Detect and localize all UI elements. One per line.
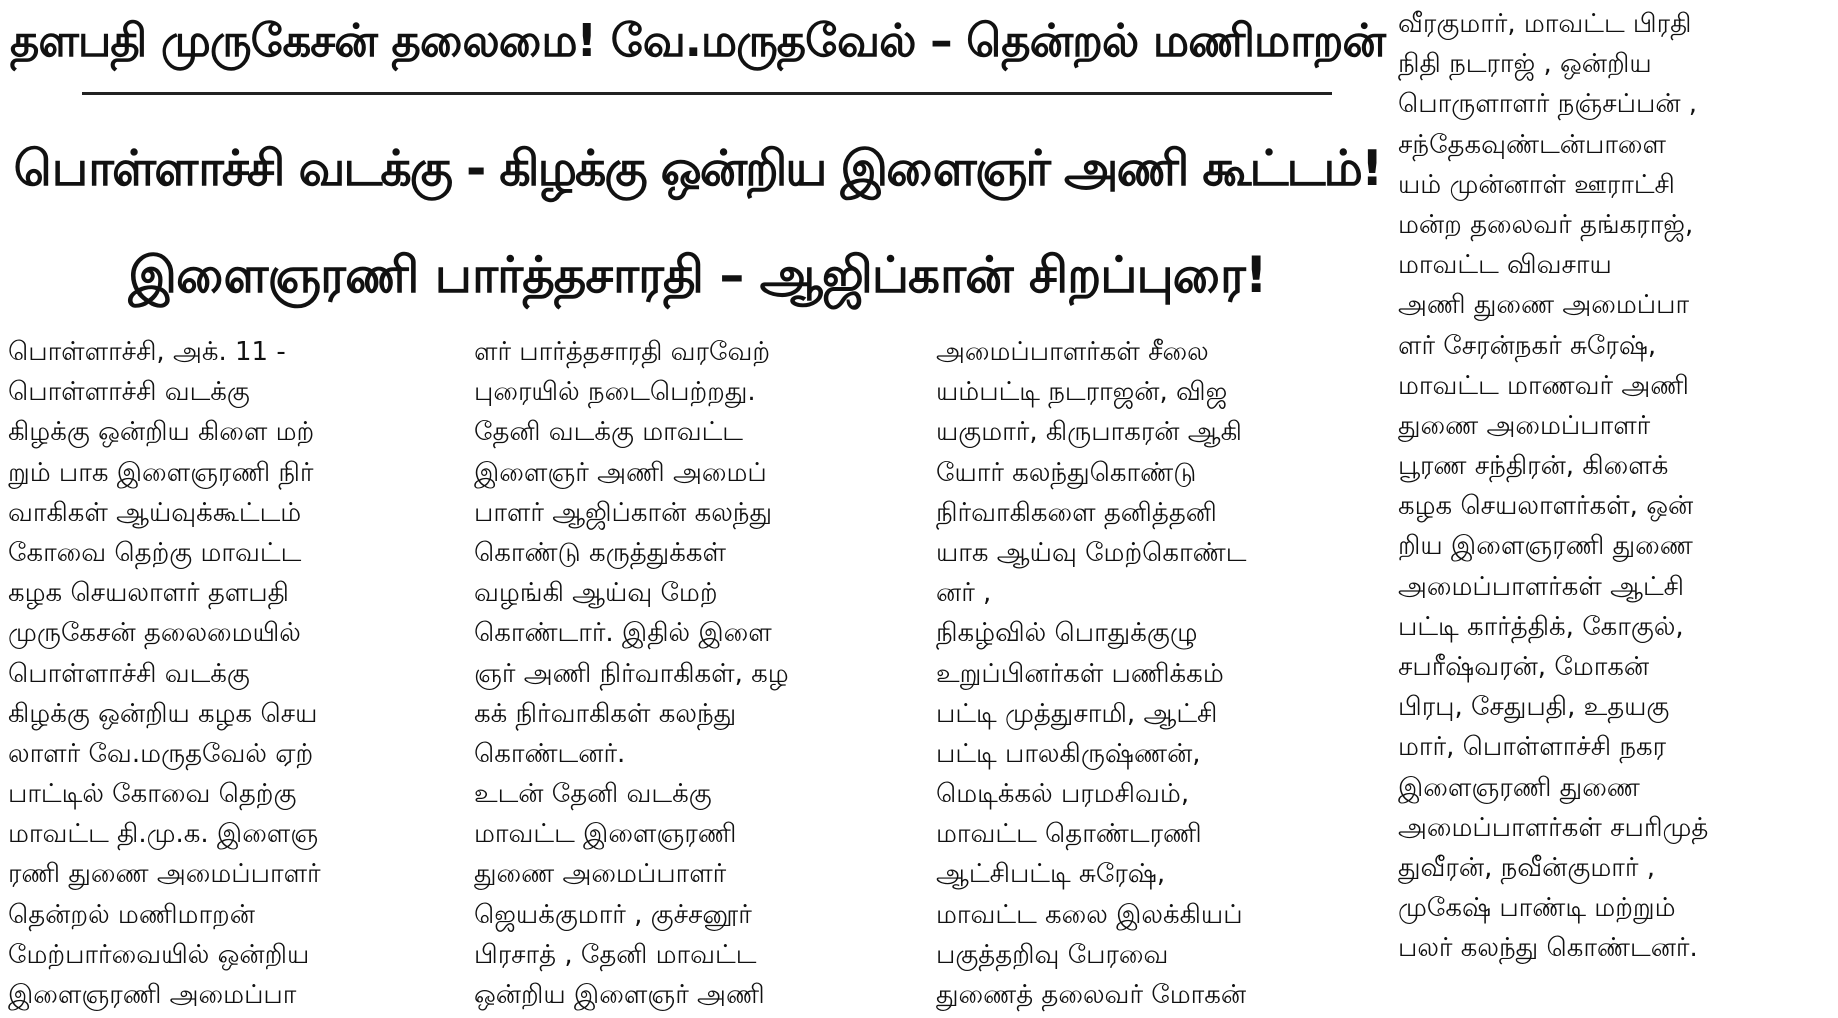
article-text-line: மெடிக்கல் பரமசிவம்,: [936, 779, 1190, 810]
article-text-line: துவீரன், நவீன்குமார் ,: [1398, 852, 1655, 883]
article-text-line: மாவட்ட தி.மு.க. இளைஞ: [8, 819, 319, 850]
article-text-line: யம்பட்டி நடராஜன், விஜ: [936, 377, 1228, 408]
article-text-line: பலர் கலந்து கொண்டனர்.: [1398, 933, 1698, 964]
article-text-line: பட்டி பாலகிருஷ்ணன்,: [936, 738, 1201, 769]
article-text-line: கக் நிர்வாகிகள் கலந்து: [474, 698, 737, 729]
article-text-line: ஒன்றிய இளைஞர் அணி: [474, 980, 765, 1010]
article-text-line: யம் முன்னாள் ஊராட்சி: [1398, 169, 1675, 200]
article-text-line: வாகிகள் ஆய்வுக்கூட்டம்: [8, 497, 302, 528]
article-text-line: கழக செயலாளர் தளபதி: [8, 578, 289, 609]
article-text-line: மன்ற தலைவர் தங்கராஜ்,: [1398, 209, 1694, 240]
article-text-line: ளர் சேரன்நகர் சுரேஷ்,: [1398, 330, 1657, 361]
article-text-line: கொண்டார். இதில் இளை: [474, 618, 772, 649]
article-text-line: மாவட்ட தொண்டரணி: [936, 819, 1202, 850]
article-text-line: நிர்வாகிகளை தனித்தனி: [936, 497, 1217, 528]
article-text-line: வீரகுமார், மாவட்ட பிரதி: [1398, 9, 1692, 39]
article-text-line: றும் பாக இளைஞரணி நிர்: [8, 457, 314, 488]
article-text-line: பட்டி கார்த்திக், கோகுல்,: [1398, 611, 1684, 642]
article-column-1: [8, 332, 446, 1015]
article-text-line: கழக செயலாளர்கள், ஒன்: [1398, 491, 1694, 522]
article-text-line: ஜெயக்குமார் , குச்சனூர்: [474, 899, 752, 930]
article-text-line: உறுப்பினர்கள் பணிக்கம்: [936, 658, 1224, 689]
article-text-line: அமைப்பாளர்கள் ஆட்சி: [1398, 571, 1685, 602]
article-text-line: பிரசாத் , தேனி மாவட்ட: [474, 939, 757, 970]
article-column-2: [474, 332, 912, 1015]
article-text-line: மாவட்ட மாணவர் அணி: [1398, 370, 1689, 401]
article-text-line: துணைத் தலைவர் மோகன்: [936, 980, 1247, 1010]
article-text-line: யகுமார், கிருபாகரன் ஆகி: [936, 417, 1242, 448]
article-text-line: பாளர் ஆஜிப்கான் கலந்து: [474, 497, 773, 528]
article-text-line: மாவட்ட இளைஞரணி: [474, 819, 737, 850]
article-text-line: துணை அமைப்பாளர்: [1398, 410, 1651, 441]
article-column-4: [1398, 4, 1834, 969]
article-text-line: நிகழ்வில் பொதுக்குழு: [936, 618, 1198, 649]
article-text-line: மார், பொள்ளாச்சி நகர: [1398, 732, 1667, 763]
article-text-line: பிரபு, சேதுபதி, உதயகு: [1398, 692, 1670, 723]
article-text-line: சந்தேகவுண்டன்பாளை: [1398, 129, 1666, 160]
article-text-line: மேற்பார்வையில் ஒன்றிய: [8, 939, 310, 970]
article-text-line: ஞர் அணி நிர்வாகிகள், கழ: [474, 658, 789, 689]
article-text-line: அணி துணை அமைப்பா: [1398, 290, 1690, 321]
article-text-line: யோர் கலந்துகொண்டு: [936, 457, 1197, 488]
article-text-line: னர் ,: [936, 578, 992, 609]
article-text-line: தென்றல் மணிமாறன்: [8, 899, 255, 930]
article-text-line: பட்டி முத்துசாமி, ஆட்சி: [936, 698, 1218, 729]
article-text-line: அமைப்பாளர்கள் சீலை: [936, 337, 1209, 367]
main-headline: பொள்ளாச்சி வடக்கு - கிழக்கு ஒன்றிய இளைஞர் அணி கூட்டம்!: [13, 140, 1382, 197]
article-text-line: கொண்டு கருத்துக்கள்: [474, 537, 726, 568]
article-text-line: தேனி வடக்கு மாவட்ட: [474, 417, 743, 448]
headline-block: [0, 0, 1395, 332]
article-text-line: முகேஷ் பாண்டி மற்றும்: [1398, 893, 1676, 924]
article-text-line: மாவட்ட விவசாய: [1398, 250, 1612, 281]
article-text-line: ரணி துணை அமைப்பாளர்: [8, 859, 321, 890]
article-text-line: புரையில் நடைபெற்றது.: [474, 377, 756, 408]
article-text-line: கிழக்கு ஒன்றிய கிளை மற்: [8, 417, 315, 448]
article-text-line: சபரீஷ்வரன், மோகன்: [1398, 652, 1650, 682]
article-text-line: உடன் தேனி வடக்கு: [474, 779, 712, 810]
article-text-line: பொருளாளர் நஞ்சப்பன் ,: [1398, 89, 1698, 120]
article-text-line: மாவட்ட கலை இலக்கியப்: [936, 899, 1243, 930]
article-text-line: இளைஞரணி துணை: [1398, 772, 1640, 803]
kicker-headline: தளபதி முருகேசன் தலைமை! வே.மருதவேல் – தென்றல் மணிமாறன்: [9, 14, 1386, 67]
article-text-line: பூரண சந்திரன், கிளைக்: [1398, 451, 1669, 482]
article-text-line: முருகேசன் தலைமையில்: [8, 618, 301, 649]
article-text-line: கிழக்கு ஒன்றிய கழக செய: [8, 698, 318, 729]
article-text-line: பகுத்தறிவு பேரவை: [936, 939, 1169, 970]
article-text-line: ளர் பார்த்தசாரதி வரவேற்: [474, 337, 771, 367]
article-text-line: றிய இளைஞரணி துணை: [1398, 531, 1693, 562]
article-text-line: இளைஞர் அணி அமைப்: [474, 457, 767, 488]
article-text-line: கோவை தெற்கு மாவட்ட: [8, 537, 302, 568]
article-text-line: வழங்கி ஆய்வு மேற்: [474, 578, 718, 609]
article-text-line: அமைப்பாளர்கள் சபரிமுத்: [1398, 812, 1709, 843]
article-column-3: [936, 332, 1374, 1015]
sub-headline: இளைஞரணி பார்த்தசாரதி – ஆஜிப்கான் சிறப்புரை!: [128, 246, 1267, 304]
article-text-line: இளைஞரணி அமைப்பா: [8, 980, 297, 1010]
article-text-line: யாக ஆய்வு மேற்கொண்ட: [936, 537, 1247, 568]
article-text-line: பாட்டில் கோவை தெற்கு: [8, 779, 297, 810]
article-text-line: துணை அமைப்பாளர்: [474, 859, 727, 890]
article-text-line: நிதி நடராஜ் , ஒன்றிய: [1398, 49, 1652, 80]
article-text-line: பொள்ளாச்சி, அக். 11 -: [8, 337, 286, 367]
article-text-line: பொள்ளாச்சி வடக்கு: [8, 658, 250, 689]
article-text-line: லாளர் வே.மருதவேல் ஏற்: [8, 738, 314, 769]
article-text-line: கொண்டனர்.: [474, 738, 626, 769]
article-text-line: ஆட்சிபட்டி சுரேஷ்,: [936, 859, 1166, 890]
article-text-line: பொள்ளாச்சி வடக்கு: [8, 377, 250, 408]
headline-divider: [82, 92, 1332, 95]
